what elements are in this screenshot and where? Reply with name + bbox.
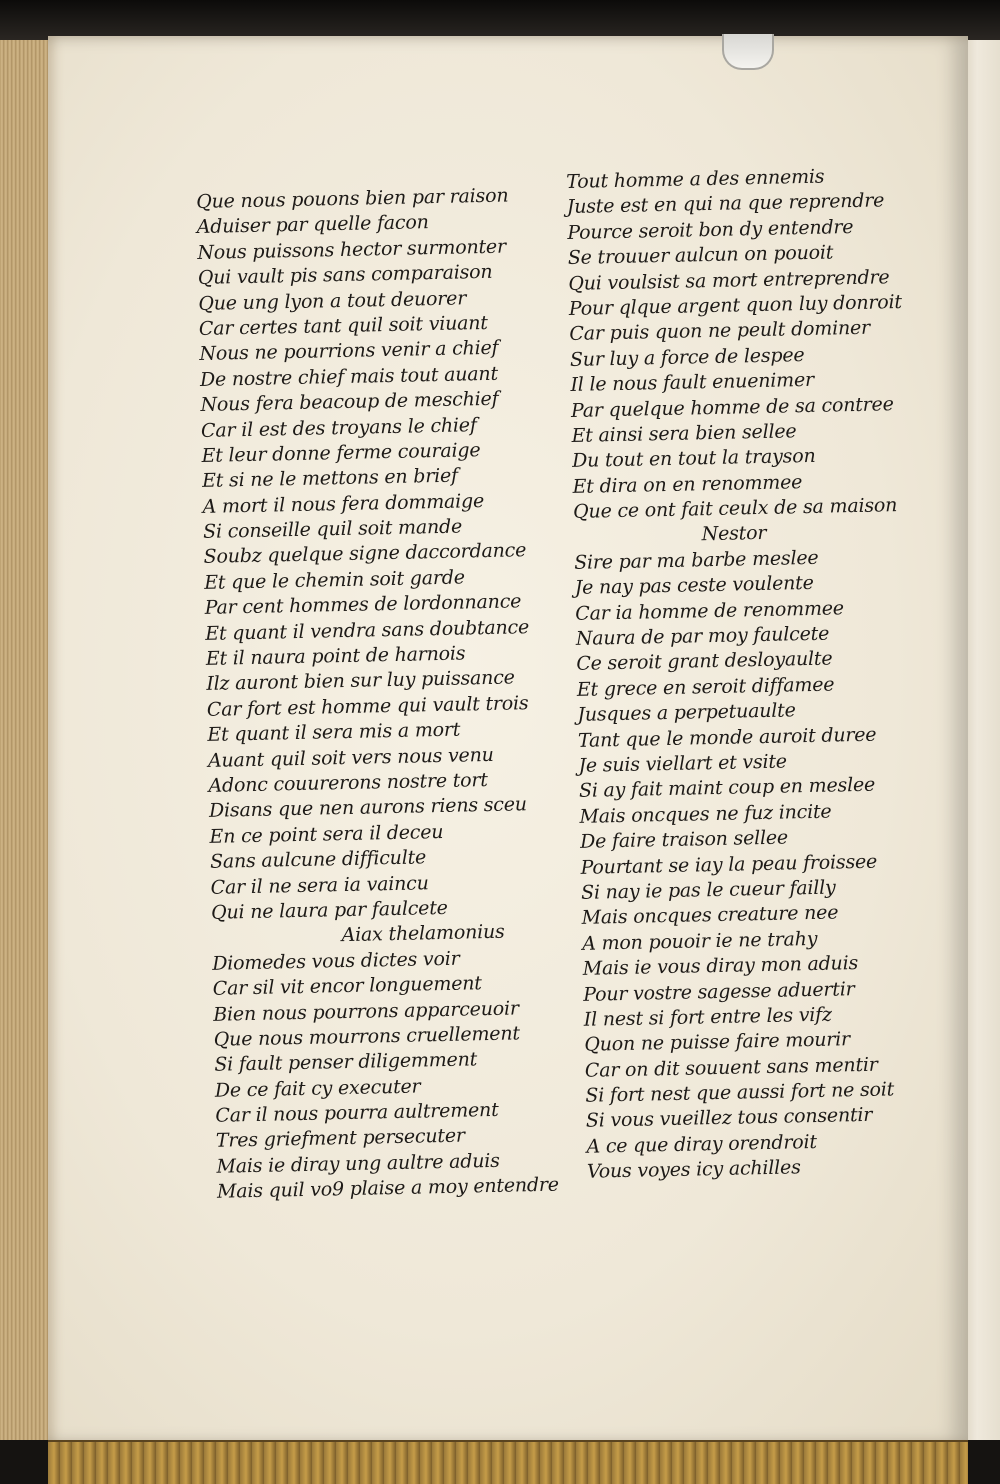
left-verse-block-b <box>212 944 577 1205</box>
left-verse-block-a <box>196 182 571 926</box>
verse-line: Car il ne sera ia vaincu <box>210 871 429 899</box>
verse-line: Il le nous fault enuenimer <box>570 368 815 397</box>
verse-line: Si ay fait maint coup en meslee <box>578 774 876 803</box>
verse-line: Sur luy a force de lespee <box>569 343 805 371</box>
verse-line: Ce seroit grant desloyaulte <box>576 647 833 676</box>
verse-line: Et leur donne ferme couraige <box>201 439 481 467</box>
verse-line: Et dira on en renommee <box>572 470 803 498</box>
verse-line: Et grece en seroit diffamee <box>576 673 835 701</box>
verse-line: Mais oncques creature nee <box>581 901 839 930</box>
left-text-column <box>196 182 577 1205</box>
right-verse-block-a <box>566 162 943 525</box>
verse-line: Jusques a perpetuaulte <box>577 699 796 727</box>
verse-line: Sire par ma barbe meslee <box>573 546 819 574</box>
verse-line: Qui vault pis sans comparaison <box>197 260 493 290</box>
verse-line: Car puis quon ne peult dominer <box>569 317 871 346</box>
verse-line: A mort il nous fera dommaige <box>202 489 485 518</box>
verse-line: Car ia homme de renommee <box>575 596 845 625</box>
verse-line: Vous voyes icy achilles <box>586 1156 801 1184</box>
verse-line: En ce point sera il deceu <box>209 820 444 848</box>
verse-line: Si fort nest que aussi fort ne soit <box>585 1078 895 1107</box>
verse-line: Adonc couurerons nostre tort <box>208 769 488 797</box>
verse-line: Et que le chemin soit garde <box>203 566 466 594</box>
verse-line: Que nous mourrons cruellement <box>213 1022 521 1051</box>
verse-line: Aduiser par quelle facon <box>196 211 429 239</box>
verse-line: Et quant il vendra sans doubtance <box>205 615 530 645</box>
verse-line: Si vous vueillez tous consentir <box>585 1104 873 1133</box>
right-verse-block-b <box>574 543 957 1185</box>
verse-line: Que ce ont fait ceulx de sa maison <box>572 494 898 524</box>
book-fore-edge-left <box>0 40 50 1440</box>
verse-line: Pource seroit bon dy entendre <box>567 215 854 244</box>
verse-line: Mais ie diray ung aultre aduis <box>216 1149 500 1178</box>
verse-line: Tout homme a des ennemis <box>566 165 825 193</box>
verse-line: Pour qlque argent quon luy donroit <box>568 290 903 320</box>
facing-page-bleed <box>975 150 1000 1200</box>
verse-line: Si fault penser diligemment <box>214 1048 478 1077</box>
verse-line: Je nay pas ceste voulente <box>574 572 814 600</box>
verse-line: Et si ne le mettons en brief <box>201 464 459 493</box>
verse-line: Auant quil soit vers nous venu <box>207 743 494 772</box>
verse-line: Et il naura point de harnois <box>205 642 466 670</box>
verse-line: Juste est en qui na que reprendre <box>566 189 885 219</box>
gilt-bottom-edge <box>48 1440 968 1484</box>
verse-line: Car fort est homme qui vault trois <box>206 691 529 721</box>
verse-line: Nous ne pourrions venir a chief <box>199 337 499 366</box>
verse-line: Pourtant se iay la peau froissee <box>580 850 878 879</box>
verse-line: Ilz auront bien sur luy puissance <box>206 666 515 696</box>
verse-line: Si conseille quil soit mande <box>202 515 463 544</box>
verse-line: Que nous pouons bien par raison <box>196 184 509 213</box>
verse-line: Mais quil vo9 plaise a moy entendre <box>216 1173 560 1204</box>
verse-line: Mais ie vous diray mon aduis <box>582 952 859 980</box>
verse-line: Qui voulsist sa mort entreprendre <box>568 265 890 295</box>
top-shadow <box>0 0 1000 40</box>
verse-line: Quon ne puisse faire mourir <box>584 1028 851 1057</box>
verse-line: Il nest si fort entre les vifz <box>583 1003 833 1031</box>
verse-line: Car il nous pourra aultrement <box>215 1098 499 1127</box>
verse-line: Je suis viellart et vsite <box>578 750 788 777</box>
verse-line: Disans que nen aurons riens sceu <box>208 793 528 823</box>
verse-line: Bien nous pourrons apparceuoir <box>213 996 519 1026</box>
verse-line: Pour vostre sagesse aduertir <box>583 977 855 1006</box>
verse-line: De ce fait cy executer <box>214 1075 421 1102</box>
verse-line: Tres griefment persecuter <box>215 1125 465 1153</box>
verse-line: A ce que diray orendroit <box>586 1130 818 1158</box>
verse-line: Nous puissons hector surmonter <box>197 235 507 264</box>
verse-line: Mais oncques ne fuz incite <box>579 800 832 828</box>
verse-line: Se trouuer aulcun on pouoit <box>567 241 834 270</box>
verse-line: Tant que le monde auroit duree <box>577 723 877 752</box>
verse-line: Sans aulcune difficulte <box>209 846 427 874</box>
verse-line: Naura de par moy faulcete <box>575 622 830 650</box>
right-text-column <box>566 162 957 1185</box>
verse-line: Et ainsi sera bien sellee <box>571 420 797 447</box>
page-clip <box>722 34 774 70</box>
speaker-heading-aiax: Aiax thelamonius <box>341 921 505 947</box>
verse-line: Qui ne laura par faulcete <box>210 896 448 924</box>
verse-line: Du tout en tout la trayson <box>571 445 816 473</box>
verse-line: Que ung lyon a tout deuorer <box>198 286 467 315</box>
verse-line: De nostre chief mais tout auant <box>199 362 499 391</box>
verse-line: Nous fera beacoup de meschief <box>200 387 499 417</box>
verse-line: A mon pouoir ie ne trahy <box>581 927 818 955</box>
speaker-heading-nestor: Nestor <box>701 522 767 546</box>
verse-line: Diomedes vous dictes voir <box>211 947 460 975</box>
verse-line: Si nay ie pas le cueur failly <box>580 876 836 904</box>
verse-line: De faire traison sellee <box>579 826 789 854</box>
verse-line: Car certes tant quil soit viuant <box>198 311 488 340</box>
verse-line: Par cent hommes de lordonnance <box>204 590 522 620</box>
verse-line: Par quelque homme de sa contree <box>570 392 894 422</box>
verse-line: Soubz quelque signe daccordance <box>203 539 527 569</box>
verse-line: Car on dit souuent sans mentir <box>584 1053 878 1082</box>
verse-line: Car sil vit encor longuement <box>212 972 482 1000</box>
verse-line: Et quant il sera mis a mort <box>207 718 461 747</box>
verse-line: Car il est des troyans le chief <box>200 413 477 442</box>
